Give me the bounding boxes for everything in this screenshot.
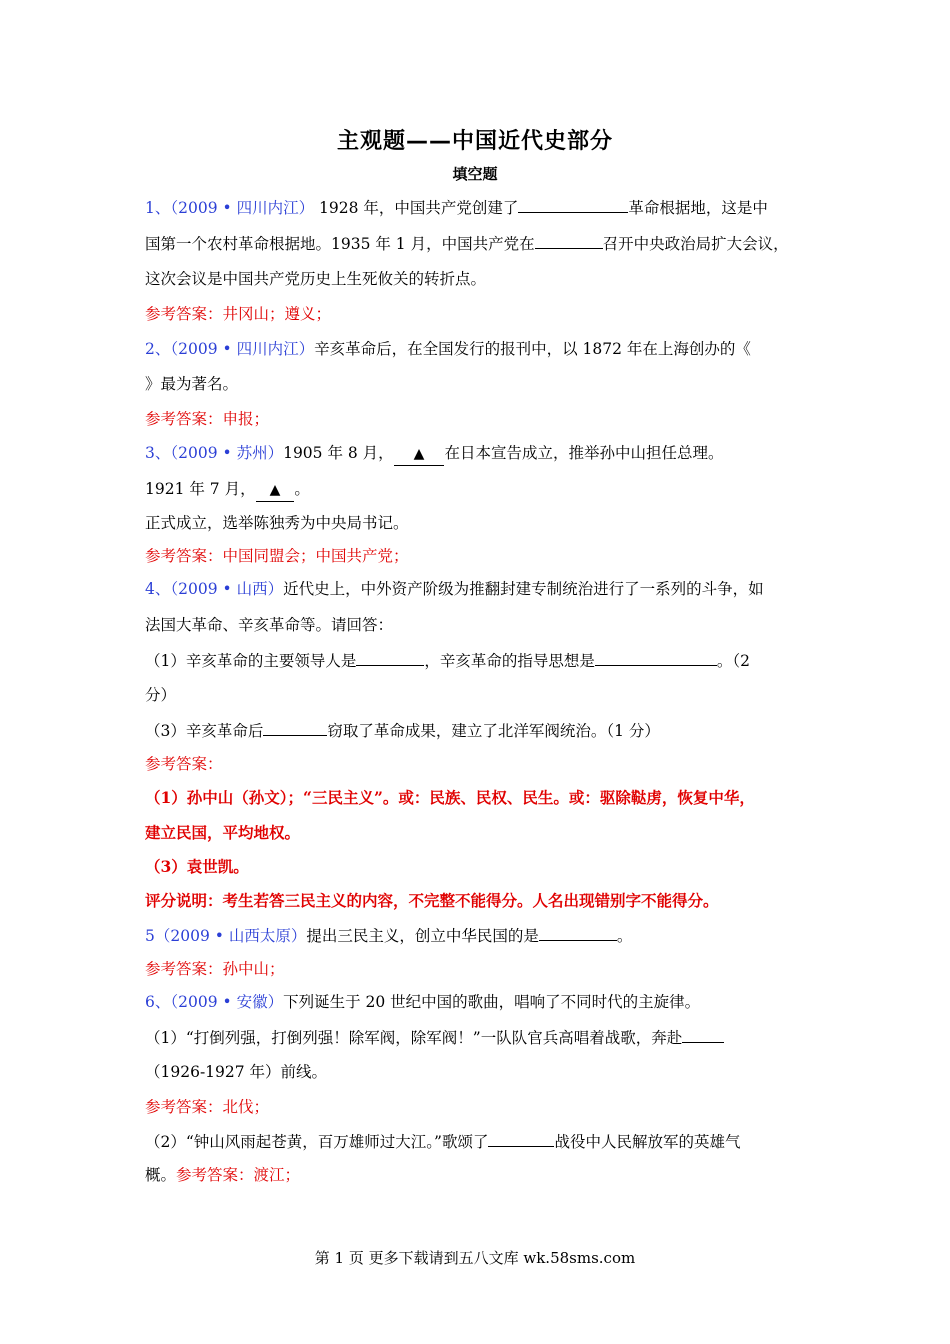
q4-blank-3 <box>263 719 327 736</box>
q6-line-5 <box>145 1164 825 1186</box>
q3-number: 3、 <box>145 444 171 462</box>
q4-text: 近代史上，中外资产阶级为推翻封建专制统治进行了一系列的斗争，如 <box>283 580 764 598</box>
q4-answer-1a: （1）孙中山（孙文）；“三民主义”。或：民族、民权、民生。或：驱除鞑虏，恢复中华， <box>145 788 755 807</box>
q6-answer-2: 参考答案：渡江； <box>176 1166 301 1184</box>
q4-line-3 <box>145 649 825 672</box>
q1-text: 召开中央政治局扩大会议， <box>602 235 789 253</box>
q1-text: 国第一个农村革命根据地。1935 年 1 月，中国共产党在 <box>145 235 535 253</box>
q3-blank-triangle-2: ▲ <box>256 479 295 502</box>
q3-line-1 <box>145 442 825 466</box>
q2-line-2: 》最为著名。 <box>145 375 239 393</box>
q4-line-1 <box>145 578 825 600</box>
q1-blank-2 <box>535 232 603 249</box>
q6-source: （2009 • 安徽） <box>170 993 284 1011</box>
q4-source: （2009 • 山西） <box>170 580 284 598</box>
q5-text: 。 <box>616 927 633 945</box>
q4-line-4: 分） <box>145 686 177 704</box>
q6-number: 6、 <box>145 993 171 1011</box>
q4-text: 。（2 <box>716 652 751 670</box>
q2-line-1 <box>145 338 825 360</box>
q3-line-3: 正式成立，选举陈独秀为中央局书记。 <box>145 514 409 532</box>
q1-blank-1 <box>518 196 628 213</box>
q3-text: 1905 年 8 月， <box>283 444 394 462</box>
page-footer: 第 1 页 更多下载请到五八文库 wk.58sms.com <box>314 1249 636 1267</box>
q1-line-1 <box>145 196 825 219</box>
q1-answer: 参考答案：井冈山；遵义； <box>145 305 332 323</box>
q4-text: 窃取了革命成果，建立了北洋军阀统治。（1 分） <box>327 722 660 740</box>
q6-text: （2）“钟山风雨起苍黄，百万雄师过大江。”歌颂了 <box>145 1133 489 1151</box>
q6-text: （1）“打倒列强，打倒列强！除军阀，除军阀！”一队队官兵高唱着战歌，奔赴 <box>145 1029 683 1047</box>
q3-line-2 <box>145 478 825 502</box>
q3-text: 。 <box>294 480 310 498</box>
q3-answer: 参考答案：中国同盟会；中国共产党； <box>145 547 409 565</box>
q6-text: 战役中人民解放军的英雄气 <box>554 1133 741 1151</box>
q5-text: 提出三民主义，创立中华民国的是 <box>306 927 539 945</box>
q4-number: 4、 <box>145 580 171 598</box>
q1-text: 1928 年，中国共产党创建了 <box>319 199 519 217</box>
q4-text: ，辛亥革命的指导思想是 <box>424 652 595 670</box>
section-subtitle: 填空题 <box>452 165 498 183</box>
q6-line-2 <box>145 1026 825 1049</box>
q1-source: （2009 • 四川内江） <box>170 199 315 217</box>
q4-text: （3）辛亥革命后 <box>145 722 264 740</box>
q1-line-3: 这次会议是中国共产党历史上生死攸关的转折点。 <box>145 270 487 288</box>
q4-answer-label: 参考答案： <box>145 755 223 773</box>
q3-text: 在日本宣告成立，推举孙中山担任总理。 <box>444 444 724 462</box>
q5-answer: 参考答案：孙中山； <box>145 960 285 978</box>
q4-answer-1b: 建立民国，平均地权。 <box>145 823 301 842</box>
q2-text: 辛亥革命后，在全国发行的报刊中，以 1872 年在上海创办的《 <box>314 340 751 358</box>
q6-line-3: （1926-1927 年）前线。 <box>145 1063 328 1081</box>
q4-answer-3: （3）袁世凯。 <box>145 857 249 876</box>
q2-answer: 参考答案：申报； <box>145 410 270 428</box>
q6-blank-2 <box>488 1130 554 1147</box>
page-title: 主观题——中国近代史部分 <box>336 129 613 154</box>
q5-number: 5 <box>145 927 155 945</box>
q1-line-2 <box>145 232 825 255</box>
q6-text: 下列诞生于 20 世纪中国的歌曲，唱响了不同时代的主旋律。 <box>283 993 701 1011</box>
q3-blank-triangle-1: ▲ <box>394 443 445 466</box>
q4-scoring-note: 评分说明：考生若答三民主义的内容，不完整不能得分。人名出现错别字不能得分。 <box>145 891 719 910</box>
q5-source: （2009 • 山西太原） <box>154 927 307 945</box>
q6-text: 概。 <box>145 1166 177 1184</box>
q3-text: 1921 年 7 月， <box>145 480 256 498</box>
q4-blank-2 <box>595 649 717 666</box>
q6-answer-1: 参考答案：北伐； <box>145 1098 270 1116</box>
q6-line-1 <box>145 991 825 1013</box>
q4-line-2: 法国大革命、辛亥革命等。请回答： <box>145 616 394 634</box>
q2-number: 2、 <box>145 340 171 358</box>
q1-text: 革命根据地，这是中 <box>628 199 768 217</box>
q2-source: （2009 • 四川内江） <box>170 340 315 358</box>
q6-line-4 <box>145 1130 825 1153</box>
q5-line-1 <box>145 924 825 947</box>
q4-text: （1）辛亥革命的主要领导人是 <box>145 652 357 670</box>
q5-blank-1 <box>539 924 617 941</box>
q4-blank-1 <box>356 649 424 666</box>
q1-number: 1、 <box>145 199 171 217</box>
q6-blank-1 <box>682 1026 724 1043</box>
q4-line-5 <box>145 719 825 742</box>
q3-source: （2009 • 苏州） <box>170 444 284 462</box>
